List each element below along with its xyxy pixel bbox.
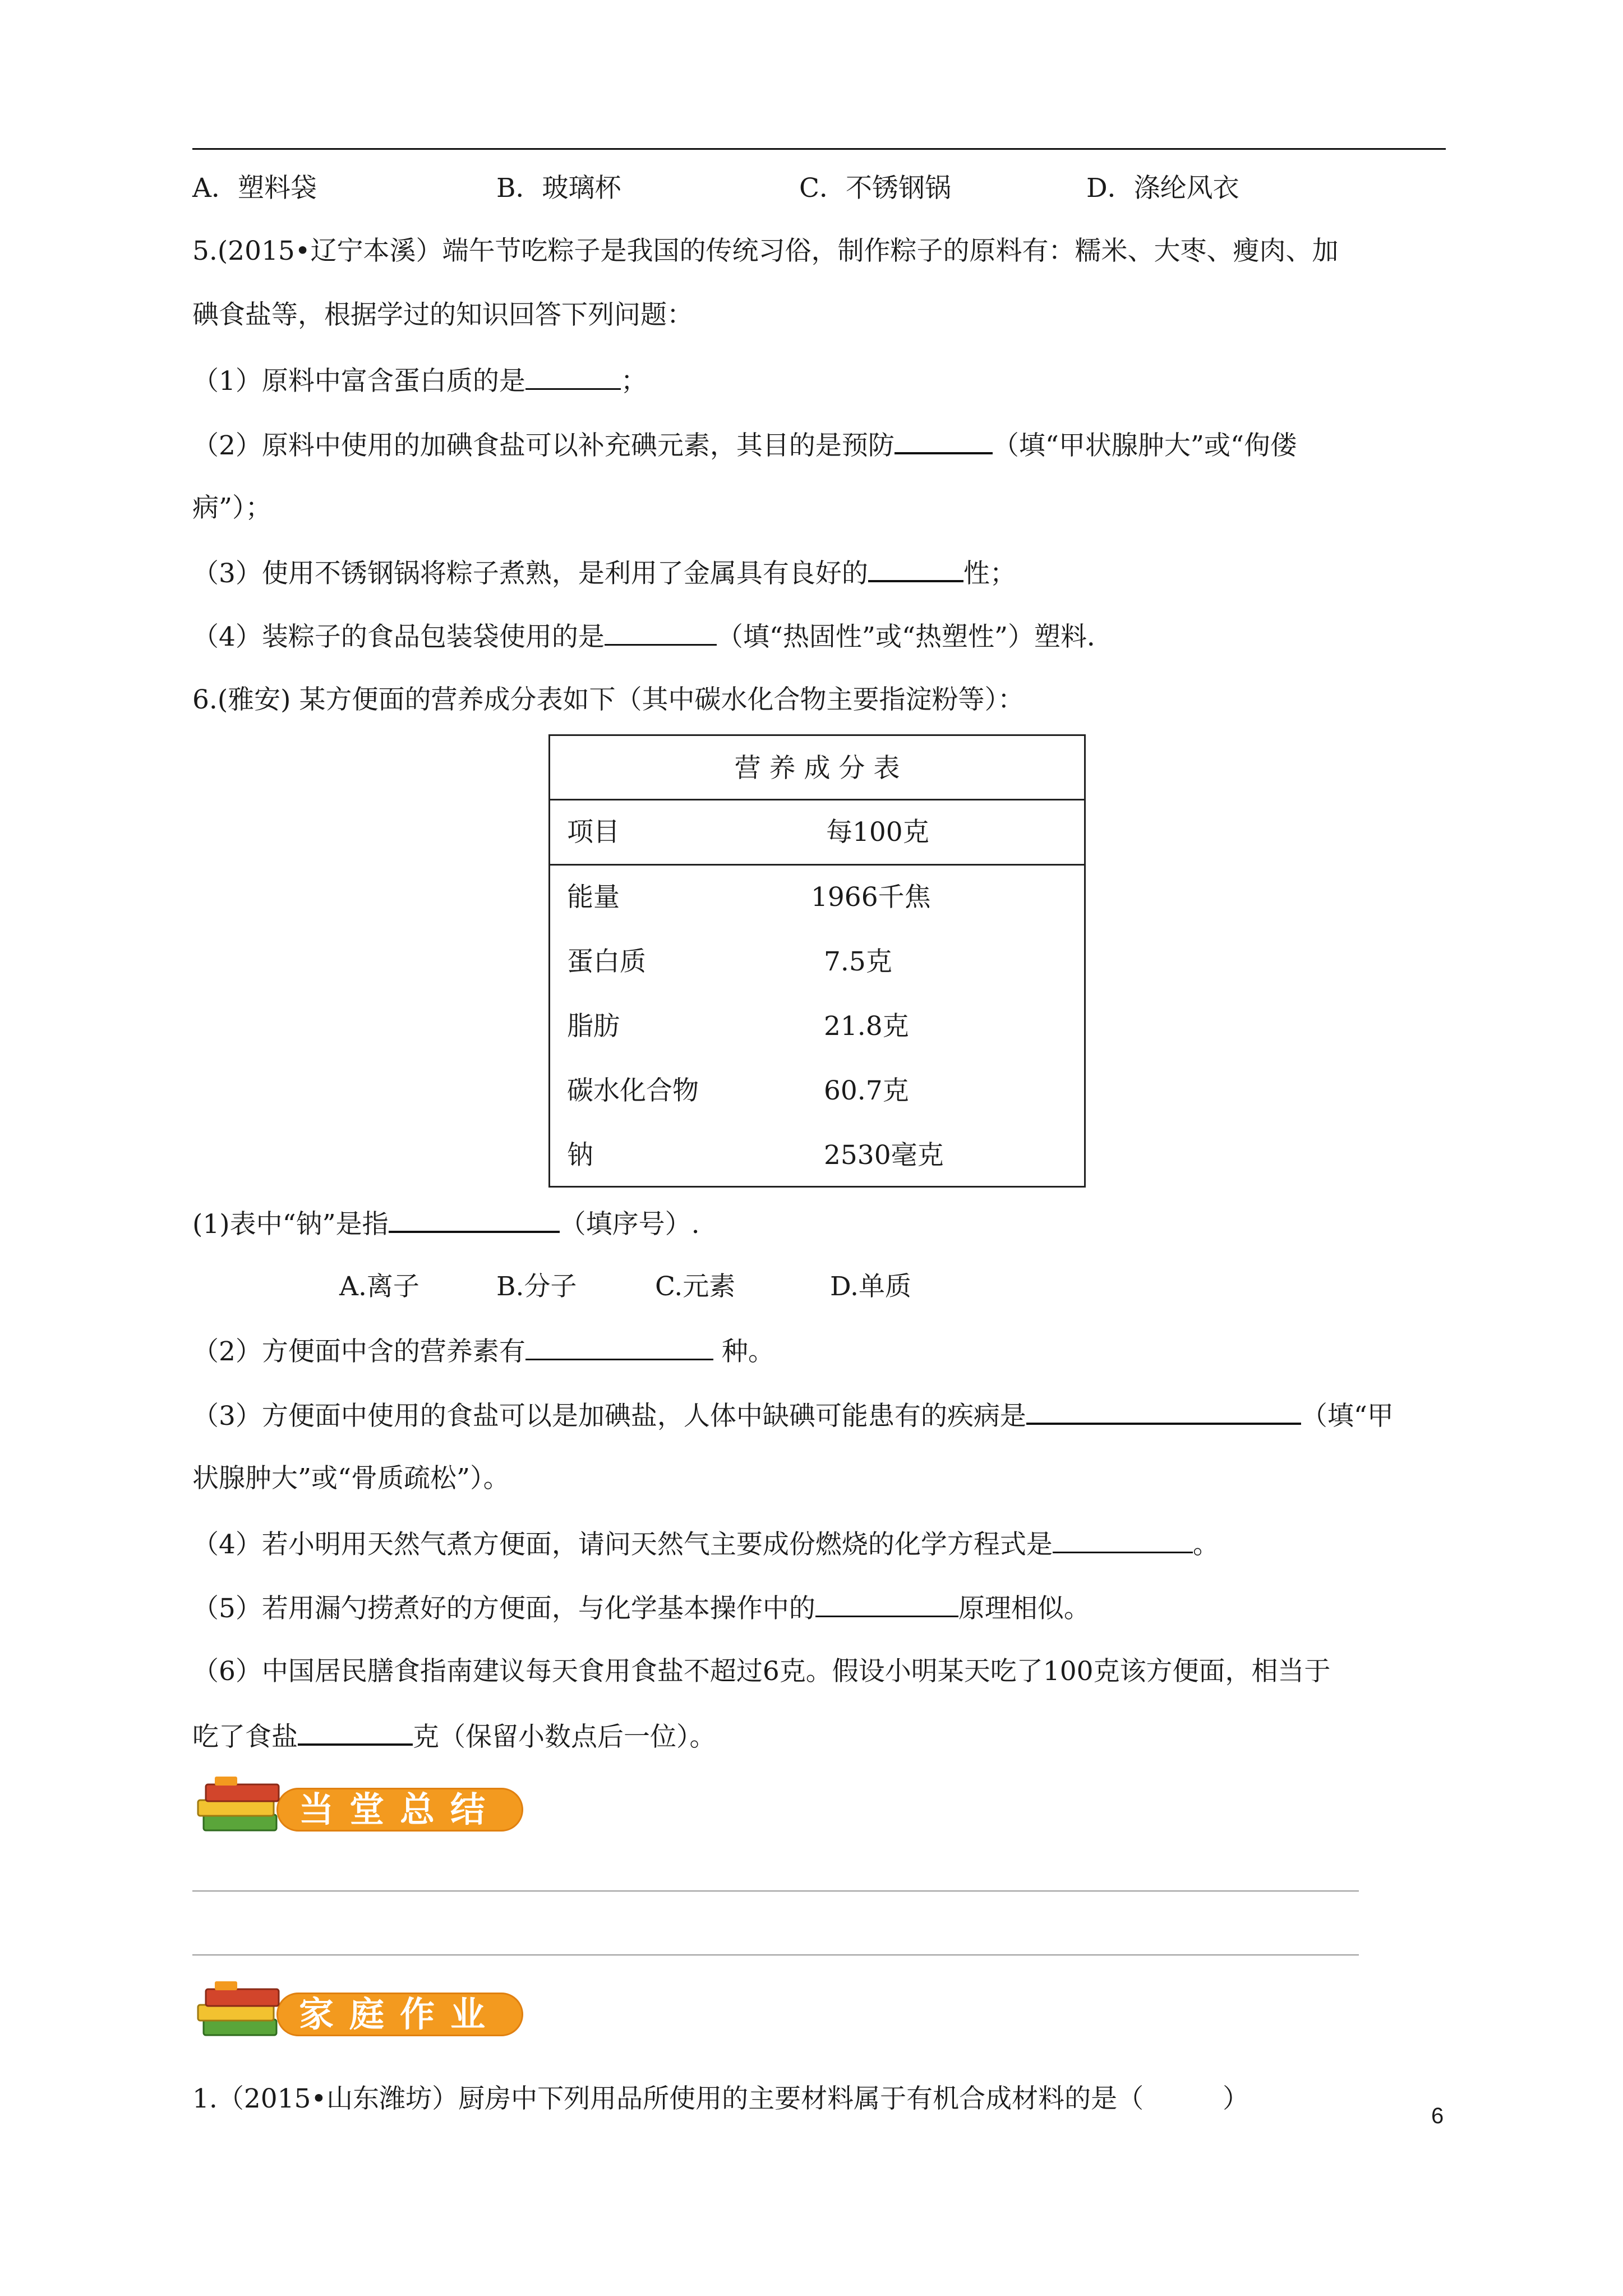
q6-part1 [192,1206,700,1241]
q5-part3-text: （3）使用不锈钢锅将粽子煮熟，是利用了金属具有良好的 [192,558,868,589]
q6-part1-text: (1)表中“钠”是指 [192,1209,389,1240]
row-label: 蛋白质 [567,946,646,977]
hw1-stem: 1.（2015•山东潍坊）厨房中下列用品所使用的主要材料属于有机合成材料的是（ ） [192,2083,1249,2114]
q5-part4-suffix: （填“热固性”或“热塑性”）塑料． [716,622,1114,652]
q6-stem: 6.(雅安) 某方便面的营养成分表如下（其中碳水化合物主要指淀粉等）： [192,684,1024,715]
q5-part1-suffix: ； [620,366,647,397]
q6-part6-suffix: 克（保留小数点后一位）。 [413,1722,716,1752]
q6-part3-suffix: （填“甲 [1301,1401,1394,1432]
q6-option-b: B.分子 [496,1271,577,1302]
q6-part2-suffix: 种。 [721,1336,774,1367]
q5-part3 [192,555,1016,591]
q5-part4-blank[interactable] [605,619,717,646]
q6-part4 [192,1527,1219,1562]
q5-part2-suffix: （填“甲状腺肿大”或“佝偻 [992,430,1297,461]
q6-part6 [192,1719,716,1754]
option-d: D．涤纶风衣 [1086,173,1239,204]
row-value: 7.5克 [824,946,892,977]
q6-part2 [192,1334,774,1369]
q6-part2-blank[interactable] [525,1334,713,1360]
q5-part3-suffix: 性； [963,558,1016,589]
q6-part4-suffix: 。 [1192,1529,1219,1560]
summary-line [192,1954,1359,1955]
row-label: 脂肪 [567,1011,620,1042]
row-value: 60.7克 [824,1075,909,1106]
q6-option-c: C.元素 [655,1271,736,1302]
row-value: 2530毫克 [824,1140,944,1171]
q5-part4-text: （4）装粽子的食品包装袋使用的是 [192,622,605,652]
q6-part5-text: （5）若用漏勺捞煮好的方便面，与化学基本操作中的 [192,1593,815,1624]
q5-part2-blank[interactable] [895,427,993,454]
table-header-amount: 每100克 [826,817,929,848]
summary-section-title: 当堂总结 [299,1789,501,1830]
q6-part2-text: （2）方便面中含的营养素有 [192,1336,525,1367]
q6-part1-suffix: （填序号）. [559,1209,700,1240]
q5-part3-blank[interactable] [868,555,963,582]
q6-part5 [192,1591,1090,1626]
q6-part3 [192,1398,1394,1433]
q5-part1 [192,364,647,398]
q5-stem-line2: 碘食盐等，根据学过的知识回答下列问题： [192,300,693,330]
row-value: 1966千焦 [811,882,931,913]
nutrition-table [548,734,1086,1188]
q6-part3-text: （3）方便面中使用的食盐可以是加碘盐，人体中缺碘可能患有的疾病是 [192,1401,1026,1432]
row-label: 钠 [567,1140,593,1171]
q5-part2 [192,427,1297,463]
option-a: A．塑料袋 [192,173,317,204]
option-b: B．玻璃杯 [496,173,621,204]
q5-part4 [192,619,1113,654]
books-icon [192,1775,288,1837]
q6-part4-text: （4）若小明用天然气煮方便面，请问天然气主要成份燃烧的化学方程式是 [192,1529,1053,1560]
q6-part5-suffix: 原理相似。 [958,1593,1090,1624]
q6-part1-blank[interactable] [389,1206,560,1233]
q5-part1-text: （1）原料中富含蛋白质的是 [192,366,525,397]
table-rule [550,864,1084,866]
q5-part1-blank[interactable] [525,364,621,390]
books-icon [192,1980,288,2042]
q6-part4-blank[interactable] [1053,1527,1193,1553]
q6-part6-text: 吃了食盐 [192,1722,298,1752]
summary-section-badge [192,1775,529,1837]
q5-part2-text: （2）原料中使用的加碘食盐可以补充碘元素，其目的是预防 [192,430,895,461]
page-number: 6 [1431,2104,1444,2128]
option-c: C．不锈钢锅 [799,173,951,204]
q5-stem-line1: 5.(2015•辽宁本溪）端午节吃粽子是我国的传统习俗，制作粽子的原料有：糯米、大枣、瘦肉、加 [192,236,1339,266]
q6-part6-blank[interactable] [298,1719,413,1746]
table-title: 营 养 成 分 表 [734,753,900,784]
q6-option-a: A.离子 [339,1271,419,1302]
table-header-item: 项目 [567,817,620,848]
q6-option-d: D.单质 [830,1271,911,1302]
row-value: 21.8克 [824,1011,909,1042]
row-label: 能量 [567,882,620,913]
homework-section-title: 家庭作业 [299,1994,501,2035]
homework-section-badge [192,1980,529,2042]
table-rule [550,799,1084,800]
summary-line [192,1890,1359,1892]
q6-part6-line1: （6）中国居民膳食指南建议每天食用食盐不超过6克。假设小明某天吃了100克该方便面，相当于 [192,1656,1331,1687]
row-label: 碳水化合物 [567,1075,699,1106]
q6-part3-line2: 状腺肿大”或“骨质疏松”）。 [192,1463,510,1494]
q5-part2-line2: 病”）； [192,493,272,523]
header-rule [192,148,1446,150]
q6-part5-blank[interactable] [815,1591,958,1617]
q6-part3-blank[interactable] [1026,1398,1301,1425]
